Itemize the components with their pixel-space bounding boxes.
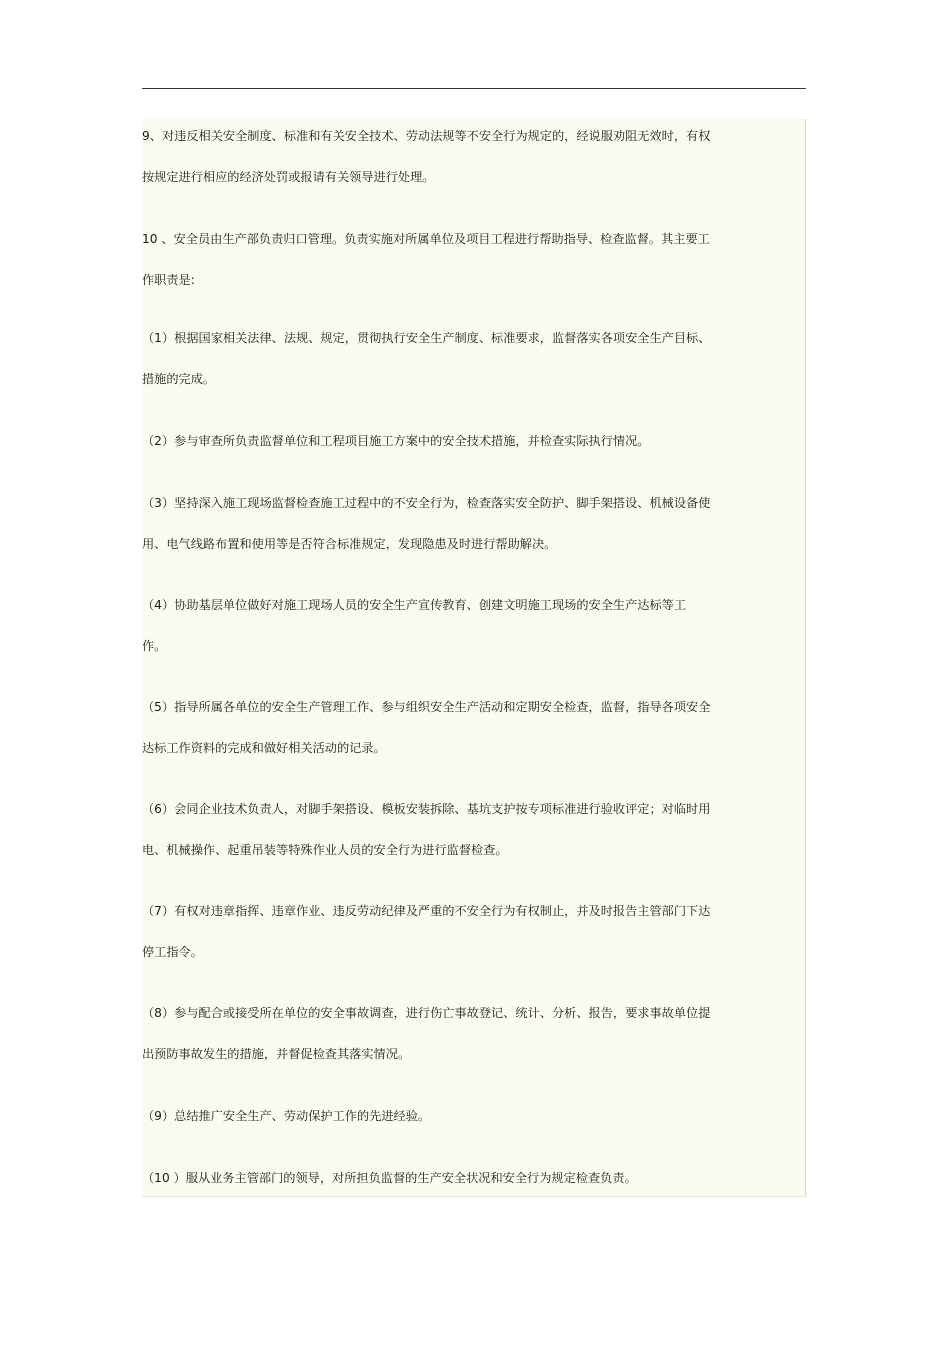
paragraph-line: 电、机械操作、起重吊装等特殊作业人员的安全行为进行监督检查。	[142, 843, 508, 857]
paragraph-duty-9	[142, 1096, 757, 1137]
paragraph-duty-7	[142, 891, 757, 973]
paragraph-duty-10	[142, 1158, 757, 1199]
paragraph-item-9	[142, 116, 757, 198]
paragraph-line: 按规定进行相应的经济处罚或报请有关领导进行处理。	[142, 170, 435, 184]
paragraph-line: （10 ）服从业务主管部门的领导，对所担负监督的生产安全状况和安全行为规定检查负责。	[142, 1171, 637, 1185]
paragraph-line: 用、电气线路布置和使用等是否符合标准规定，发现隐患及时进行帮助解决。	[142, 537, 557, 551]
paragraph-duty-3	[142, 483, 757, 565]
paragraph-line: 停工指令。	[142, 945, 203, 959]
paragraph-item-10	[142, 219, 757, 301]
paragraph-line: 出预防事故发生的措施，并督促检查其落实情况。	[142, 1047, 411, 1061]
paragraph-line: 措施的完成。	[142, 372, 216, 386]
paragraph-line: （2）参与审查所负责监督单位和工程项目施工方案中的安全技术措施，并检查实际执行情况。	[142, 434, 650, 448]
paragraph-line: （4）协助基层单位做好对施工现场人员的安全生产宣传教育、创建文明施工现场的安全生产达标等工	[142, 598, 687, 612]
paragraph-line: （1）根据国家相关法律、法规、规定，贯彻执行安全生产制度、标准要求，监督落实各项安全生产目标、	[142, 331, 711, 345]
paragraph-line: 达标工作资料的完成和做好相关活动的记录。	[142, 741, 386, 755]
paragraph-line: 作。	[142, 639, 167, 653]
paragraph-duty-2	[142, 421, 757, 462]
paragraph-line: （8）参与配合或接受所在单位的安全事故调查，进行伤亡事故登记、统计、分析、报告，要求事故单位提	[142, 1006, 711, 1020]
paragraph-line: （7）有权对违章指挥、违章作业、违反劳动纪律及严重的不安全行为有权制止，并及时报告主管部门下达	[142, 904, 711, 918]
paragraph-line: （5）指导所属各单位的安全生产管理工作、参与组织安全生产活动和定期安全检查，监督，指导各项安全	[142, 700, 711, 714]
header-rule	[142, 88, 806, 89]
paragraph-duty-6	[142, 789, 757, 871]
paragraph-line: （6）会同企业技术负责人，对脚手架搭设、模板安装拆除、基坑支护按专项标准进行验收评定；对临时用	[142, 802, 711, 816]
document-body	[142, 119, 806, 1197]
paragraph-duty-1	[142, 318, 757, 400]
paragraph-line: （9）总结推广安全生产、劳动保护工作的先进经验。	[142, 1109, 431, 1123]
paragraph-duty-8	[142, 993, 757, 1075]
paragraph-line: 作职责是:	[142, 273, 195, 287]
paragraph-duty-5	[142, 687, 757, 769]
paragraph-duty-4	[142, 585, 757, 667]
paragraph-line: 10 、安全员由生产部负责归口管理。负责实施对所属单位及项目工程进行帮助指导、检查监督。其主要工	[142, 232, 710, 246]
paragraph-line: （3）坚持深入施工现场监督检查施工过程中的不安全行为，检查落实安全防护、脚手架搭设、机械设备使	[142, 496, 711, 510]
paragraph-line: 9、对违反相关安全制度、标准和有关安全技术、劳动法规等不安全行为规定的，经说服劝阻无效时，有权	[142, 129, 711, 143]
